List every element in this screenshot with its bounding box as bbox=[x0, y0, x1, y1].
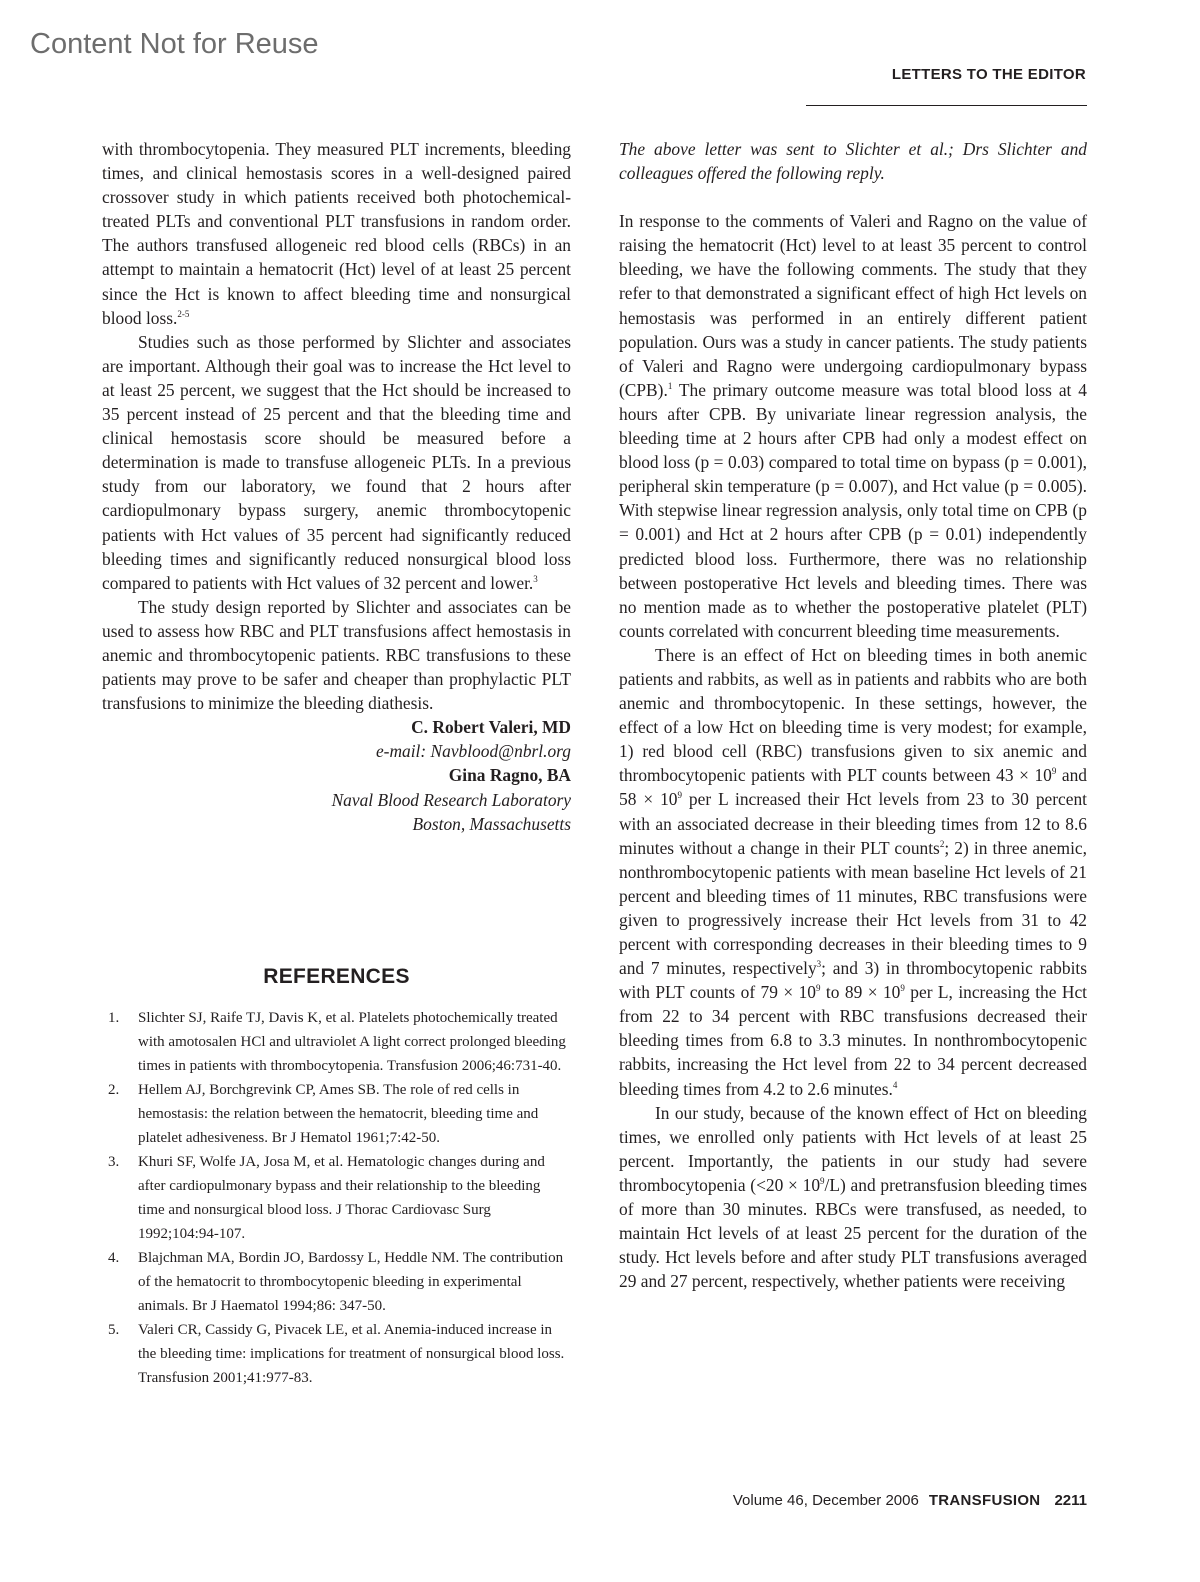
exponent-superscript: 9 bbox=[900, 983, 905, 994]
right-p2-text-e: ; and 3) in thrombocytopenic rabbits with PLT counts of 79 × 10 bbox=[619, 958, 1087, 1003]
right-paragraph-3 bbox=[619, 1101, 1087, 1294]
exponent-superscript: 9 bbox=[1051, 766, 1057, 777]
reference-text: Khuri SF, Wolfe JA, Josa M, et al. Hematologic changes during and after cardiopulmonary bypass and their relationship to the bleeding time and nonsurgical blood loss. J Thorac Cardiovasc Surg 1992;104:94-107. bbox=[138, 1154, 545, 1242]
exponent-superscript: 9 bbox=[677, 790, 682, 801]
reference-text: Hellem AJ, Borchgrevink CP, Ames SB. The role of red cells in hemostasis: the relation between the hematocrit, bleeding time and platelet adhesiveness. Br J Hematol 1961;7:42-50. bbox=[138, 1082, 539, 1146]
footer-volume: Volume 46, December 2006 bbox=[732, 1492, 919, 1509]
header-rule bbox=[806, 105, 1087, 106]
author-email: e-mail: Navblood@nbrl.org bbox=[375, 741, 571, 762]
reference-number: 1. bbox=[108, 1010, 120, 1026]
reference-item bbox=[108, 1078, 570, 1150]
citation-superscript: 3 bbox=[533, 573, 538, 584]
reply-intro: The above letter was sent to Slichter et al.; Drs Slichter and colleagues offered the following reply. bbox=[619, 139, 1087, 184]
citation-superscript: 2-5 bbox=[177, 308, 190, 319]
left-p3-text: The study design reported by Slichter and associates can be used to assess how RBC and PLT transfusions affect hemostasis in anemic and thrombocytopenic patients. RBC transfusions to these patients may prove to be safer and cheaper than prophylactic PLT transfusions to minimize the bleeding diathesis. bbox=[102, 596, 571, 714]
section-label: LETTERS TO THE EDITOR bbox=[891, 66, 1086, 83]
right-paragraph-1 bbox=[619, 209, 1087, 643]
right-p3-text-b: /L) and pretransfusion bleeding times of more than 30 minutes. RBCs were transfused, as needed, to maintain Hct levels of at least 25 percent for the duration of the study. Hct levels before and after study PLT transfusions averaged 29 and 27 percent, respectively, whether patients were receiving bbox=[619, 1174, 1088, 1292]
right-p2-text-d: ; 2) in three anemic, nonthrombocytopenic patients with mean baseline Hct levels of 21 percent and bleeding times of 11 minutes, RBC transfusions were given to progressively increase their Hct levels from 31 to 42 percent with corresponding decreases in their bleeding times to 9 and 7 minutes, respectively bbox=[619, 837, 1087, 979]
citation-superscript: 2 bbox=[939, 838, 945, 849]
exponent-superscript: 9 bbox=[820, 1175, 825, 1186]
reference-number: 3. bbox=[108, 1154, 120, 1170]
reference-item bbox=[108, 1318, 570, 1390]
author-name-1: C. Robert Valeri, MD bbox=[411, 717, 571, 738]
reference-text: Valeri CR, Cassidy G, Pivacek LE, et al. Anemia-induced increase in the bleeding time: implications for treatment of nonsurgical blood loss. Transfusion 2001;41:977-83. bbox=[138, 1322, 565, 1386]
left-p2-text: Studies such as those performed by Slichter and associates are important. Although their goal was to increase the Hct level to at least 25 percent, we suggest that the Hct should be increased to 35 percent instead of 25 percent and that the bleeding time and clinical hemostasis score should be measured before a determination is made to transfuse allogeneic PLTs. In a previous study from our laboratory, we found that 2 hours after cardiopulmonary bypass surgery, anemic thrombocytopenic patients with Hct values of 35 percent had significantly reduced bleeding times and significantly reduced nonsurgical blood loss compared to patients with Hct values of 32 percent and lower. bbox=[102, 331, 571, 593]
right-p1-text-b: The primary outcome measure was total blood loss at 4 hours after CPB. By univariate linear regression analysis, the bleeding time at 2 hours after CPB had only a modest effect on blood loss (p = 0.03) compared to total time on bypass (p = 0.001), peripheral skin temperature (p = 0.007), and Hct value (p = 0.005). With stepwise linear regression analysis, only total time on CPB (p = 0.001) and Hct at 2 hours after CPB (p = 0.01) independently predicted blood loss. Furthermore, there was no relationship between postoperative Hct levels and bleeding times. There was no mention made as to whether the postoperative platelet (PLT) counts correlated with concurrent bleeding time measurements. bbox=[619, 379, 1087, 641]
right-paragraph-2 bbox=[619, 643, 1087, 1101]
reference-text: Blajchman MA, Bordin JO, Bardossy L, Heddle NM. The contribution of the hematocrit to thrombocytopenic bleeding in experimental animals. Br J Haematol 1994;86: 347-50. bbox=[138, 1250, 564, 1314]
references-list bbox=[108, 1006, 570, 1390]
reference-number: 5. bbox=[108, 1322, 120, 1338]
right-p2-text-a: There is an effect of Hct on bleeding times in both anemic patients and rabbits, as well as in patients and rabbits who are both anemic and thrombocytopenic. In these settings, however, the effect of a low Hct on bleeding time is very modest; for example, 1) red blood cell (RBC) transfusions given to six anemic and thrombocytopenic patients with PLT counts between 43 × 10 bbox=[619, 644, 1087, 786]
right-p2-text-f: to 89 × 10 bbox=[820, 982, 901, 1003]
right-p2-text-g: per L, increasing the Hct from 22 to 34 percent with RBC transfusions decreased their bleeding times from 6.8 to 3.3 minutes. In nonthrombocytopenic rabbits, increasing the Hct level from 22 to 34 percent decreased bleeding times from 4.2 to 2.6 minutes. bbox=[619, 982, 1087, 1099]
author-affiliation: Naval Blood Research Laboratory bbox=[331, 789, 571, 810]
citation-superscript: 3 bbox=[816, 959, 822, 970]
page-footer bbox=[733, 1492, 1087, 1509]
left-p1-text: with thrombocytopenia. They measured PLT increments, bleeding times, and clinical hemostasis scores in a well-designed paired crossover study in which patients received both photochemical-treated PLTs and conventional PLT transfusions in random order. The authors transfused allogeneic red blood cells (RBCs) in an attempt to maintain a hematocrit (Hct) level of at least 25 percent since the Hct is known to affect bleeding time and nonsurgical blood loss. bbox=[102, 139, 571, 328]
reference-number: 4. bbox=[108, 1250, 120, 1266]
left-paragraph-3 bbox=[102, 595, 571, 715]
right-p1-text-a: In response to the comments of Valeri and Ragno on the value of raising the hematocrit (Hct) level to at least 35 percent to control bleeding, we have the following comments. The study that they refer to that demonstrated a significant effect of high Hct levels on hemostasis was performed in an entirely different patient population. Ours was a study in cancer patients. The study patients of Valeri and Ragno were undergoing cardiopulmonary bypass (CPB). bbox=[619, 211, 1087, 400]
left-column bbox=[102, 137, 571, 836]
reference-item bbox=[108, 1246, 570, 1318]
citation-superscript: 4 bbox=[892, 1079, 898, 1090]
reference-item bbox=[108, 1150, 570, 1246]
reference-number: 2. bbox=[108, 1082, 120, 1098]
right-p2-text-b: and 58 × 10 bbox=[619, 765, 1087, 810]
citation-superscript: 1 bbox=[667, 380, 673, 391]
right-column bbox=[619, 137, 1087, 1293]
exponent-superscript: 9 bbox=[816, 983, 821, 994]
right-p3-text-a: In our study, because of the known effect of Hct on bleeding times, we enrolled only patients with Hct levels of at least 25 percent. Importantly, the patients in our study had severe thrombocytopenia (<20 × 10 bbox=[619, 1102, 1087, 1195]
references-heading: REFERENCES bbox=[263, 965, 410, 988]
footer-journal: TRANSFUSION bbox=[928, 1492, 1041, 1509]
watermark-text: Content Not for Reuse bbox=[30, 28, 319, 60]
author-location: Boston, Massachusetts bbox=[412, 813, 571, 834]
left-paragraph-2 bbox=[102, 330, 571, 595]
page-number: 2211 bbox=[1054, 1492, 1087, 1509]
reference-item bbox=[108, 1006, 570, 1078]
right-p2-text-c: per L increased their Hct levels from 23 to 30 percent with an associated decrease in their bleeding times from 12 to 8.6 minutes without a change in their PLT counts bbox=[619, 789, 1087, 858]
left-paragraph-1 bbox=[102, 137, 571, 330]
author-name-2: Gina Ragno, BA bbox=[448, 765, 571, 786]
reference-text: Slichter SJ, Raife TJ, Davis K, et al. Platelets photochemically treated with amotosalen HCl and ultraviolet A light correct prolonged bleeding times in patients with thrombocytopenia. Transfusion 2006;46:731-40. bbox=[138, 1010, 566, 1074]
signature-block bbox=[102, 715, 571, 835]
